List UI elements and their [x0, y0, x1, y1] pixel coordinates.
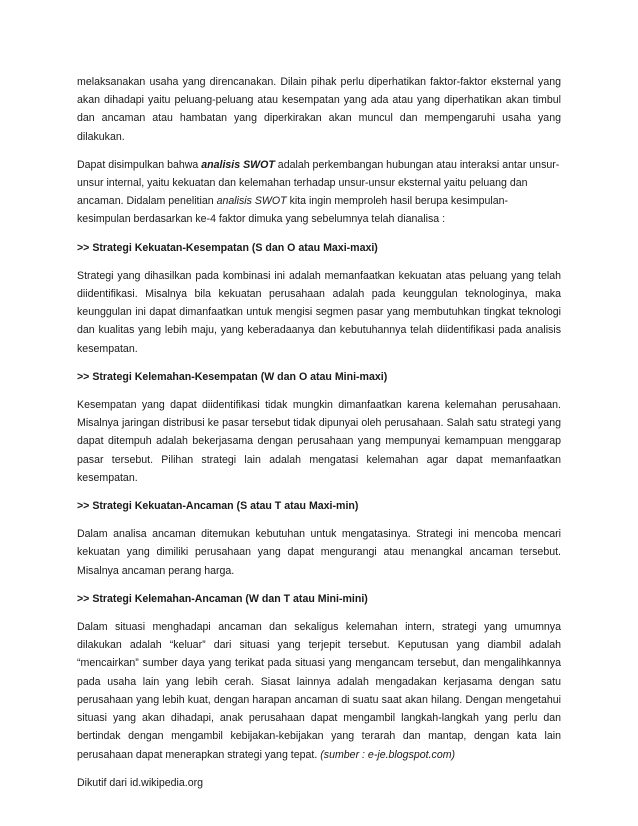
section-body-wt-text: Dalam situasi menghadapi ancaman dan sekaligus kelemahan intern, strategi yang umumnya dilakukan adalah “keluar” dari situasi yang terjepit tersebut. Keputusan yang diambil adalah “mencairkan” sumber daya yang terikat pada situasi yang mengancam tersebut, dan mengalihkannya pada usaha lain yang lebih cerah. Siasat lainnya adalah mengadakan kerjasama dengan satu perusahaan yang lebih kuat, dengan harapan ancaman di suatu saat akan hilang. Dengan mengetahui situasi yang akan dihadapi, anak perusahaan dapat mengambil langkah-langkah yang perlu dan bertindak dengan mengambil kebijakan-kebijakan yang terarah dan mantap, dengan kata lain perusahaan dapat menerapkan strategi yang tepat.	[77, 621, 561, 761]
section-body-wt	[77, 618, 561, 764]
source-citation: (sumber : e-je.blogspot.com)	[320, 748, 456, 761]
section-heading-wt: >> Strategi Kelemahan-Ancaman (W dan T atau Mini-mini)	[77, 592, 368, 605]
section-body-so: Strategi yang dihasilkan pada kombinasi ini adalah memanfaatkan kekuatan atas peluang yang telah diidentifikasi. Misalnya bila kekuatan perusahaan adalah pada keunggulan teknologinya, maka keunggulan ini dapat dimanfaatkan untuk mengisi segmen pasar yang membutuhkan tingkat teknologi dan kualitas yang lebih maju, yang keberadaanya dan kebutuhannya telah diidentifikasi pada analisis kesempatan.	[77, 269, 561, 355]
conclusion-text-1: Dapat disimpulkan bahwa	[77, 158, 202, 171]
swot-term-1: analisis SWOT	[201, 158, 275, 171]
section-heading-so: >> Strategi Kekuatan-Kesempatan (S dan O atau Maxi-maxi)	[77, 241, 378, 254]
conclusion-paragraph	[77, 156, 561, 229]
section-body-wo: Kesempatan yang dapat diidentifikasi tidak mungkin dimanfaatkan karena kelemahan perusahaan. Misalnya jaringan distribusi ke pasar tersebut tidak dipunyai oleh perusahaan. Salah satu strategi yang dapat ditempuh adalah bekerjasama dengan perusahaan yang mempunyai kemampuan menggarap pasar tersebut. Pilihan strategi lain adalah mengatasi kelemahan agar dapat memanfaatkan kesempatan.	[77, 399, 561, 484]
section-heading-st: >> Strategi Kekuatan-Ancaman (S atau T atau Maxi-min)	[77, 500, 359, 513]
swot-term-2: analisis SWOT	[216, 195, 287, 208]
document-page	[77, 73, 561, 792]
conclusion-text-2: adalah perkembangan hubungan atau interaksi antar unsur-unsur internal, yaitu kekuatan dan kelemahan terhadap unsur-unsur eksternal yaitu peluang dan ancaman. Didalam penelitian	[77, 158, 560, 208]
footer-attribution: Dikutif dari id.wikipedia.org	[77, 776, 204, 789]
section-heading-wo: >> Strategi Kelemahan-Kesempatan (W dan O atau Mini-maxi)	[77, 370, 388, 383]
intro-paragraph: melaksanakan usaha yang direncanakan. Dilain pihak perlu diperhatikan faktor-faktor eksternal yang akan dihadapi yaitu peluang-peluang atau kesempatan yang ada atau yang diperhatikan akan timbul dan ancaman atau hambatan yang diperkirakan akan muncul dan mempengaruhi usaha yang dilakukan.	[77, 76, 561, 143]
section-body-st: Dalam analisa ancaman ditemukan kebutuhan untuk mengatasinya. Strategi ini mencoba mencari kekuatan yang dimiliki perusahaan yang dapat mengurangi atau menangkal ancaman tersebut. Misalnya ancaman perang harga.	[77, 528, 561, 577]
conclusion-text-3: kita ingin memproleh hasil berupa kesimpulan-kesimpulan berdasarkan ke-4 faktor dimuka yang sebelumnya telah dianalisa :	[77, 195, 509, 226]
